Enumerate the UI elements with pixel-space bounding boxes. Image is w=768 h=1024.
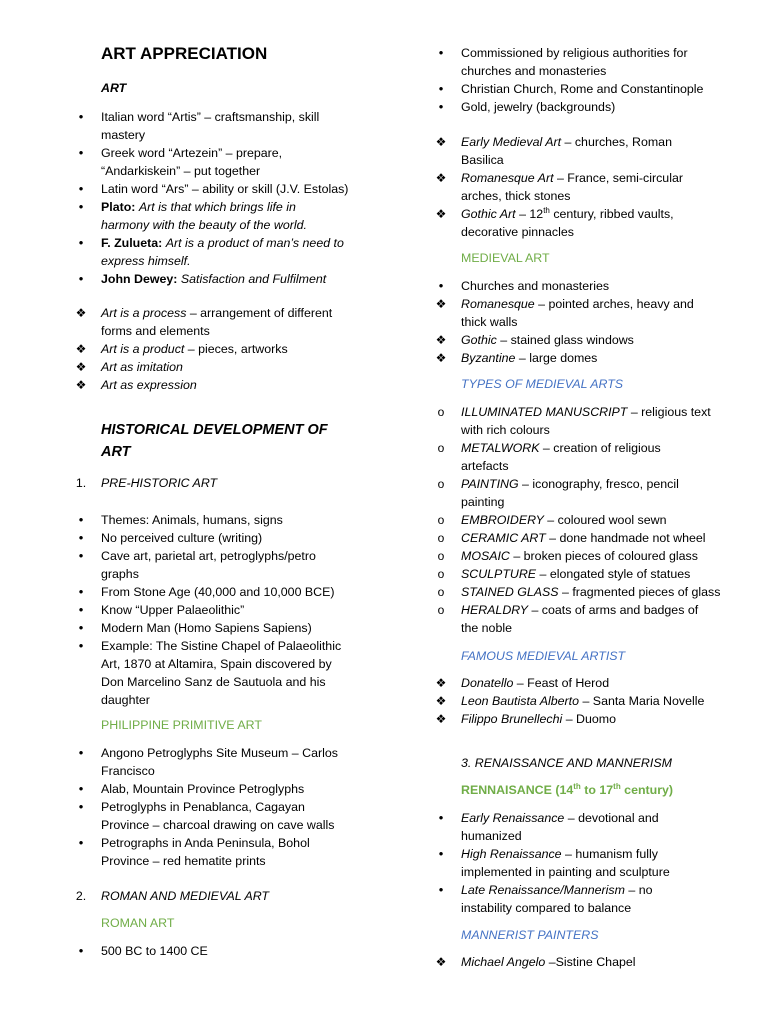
text-run: churches and monasteries [461,64,607,78]
diamond-bullet-icon: ❖ [435,694,447,708]
text-run: ILLUMINATED MANUSCRIPT [461,405,628,419]
diamond-bullet-icon: ❖ [435,171,447,185]
text-run: Province – charcoal drawing on cave walls [101,818,335,832]
list-item-line [101,816,334,834]
circle-bullet-icon: o [437,477,445,491]
text-run: Art is a process [101,306,187,320]
text-run: Petroglyphs in Penablanca, Cagayan [101,800,305,814]
diamond-bullet-icon: ❖ [435,955,447,969]
text-run: humanized [461,829,522,843]
diamond-bullet-icon: ❖ [435,135,447,149]
list-item-line [101,529,262,547]
text-run: HERALDRY [461,603,529,617]
text-run: – humanism fully [561,847,658,861]
list-item-line [101,655,332,673]
circle-bullet-icon: o [437,603,445,617]
list-item-line [101,565,139,583]
list-item-line [461,845,658,863]
text-run: painting [461,495,505,509]
list-item-line [461,421,550,439]
list-item-line [461,710,616,728]
text-run: Cave art, parietal art, petroglyphs/petro [101,549,316,563]
list-item-line [101,601,244,619]
text-run: th [573,781,581,791]
text-run: Alab, Mountain Province Petroglyphs [101,782,305,796]
famous-artist-heading: FAMOUS MEDIEVAL ARTIST [461,649,626,663]
text-run: Romanesque Art [461,171,554,185]
text-run: No perceived culture (writing) [101,531,263,545]
text-run: century, ribbed vaults, [549,207,674,221]
text-run: METALWORK [461,441,540,455]
list-item-line [461,529,706,547]
list-item-line [101,162,260,180]
bullet-icon: • [78,620,84,635]
text-run: Filippo Brunellechi [461,712,563,726]
text-run: Petrographs in Anda Peninsula, Bohol [101,836,310,850]
list-item-line [461,62,606,80]
list-item-line [461,547,698,565]
list-item-line [101,780,304,798]
diamond-bullet-icon: ❖ [75,360,87,374]
diamond-bullet-icon: ❖ [75,342,87,356]
text-run: with rich colours [461,423,550,437]
list-item-line [461,881,652,899]
bullet-icon: • [78,145,84,160]
list-item-line [101,252,191,270]
circle-bullet-icon: o [437,567,445,581]
list-item-line [101,216,307,234]
list-item-line [461,403,711,421]
text-run: Modern Man (Homo Sapiens Sapiens) [101,621,312,635]
text-run: Michael Angelo [461,955,546,969]
diamond-bullet-icon: ❖ [435,333,447,347]
text-run: Province – red hematite prints [101,854,266,868]
text-run: Don Marcelino Sanz de Sautuola and his [101,675,326,689]
list-item-line [461,953,636,971]
text-run: Greek word “Artezein” – prepare, [101,146,283,160]
list-item-line [101,673,326,691]
text-run: Leon Bautista Alberto [461,694,580,708]
text-run: – large domes [515,351,598,365]
text-run: – broken pieces of coloured glass [509,549,698,563]
bullet-icon: • [78,781,84,796]
text-run: – coloured wool sewn [543,513,667,527]
circle-bullet-icon: o [437,585,445,599]
text-run: Early Medieval Art [461,135,562,149]
text-run: Gold, jewelry (backgrounds) [461,100,616,114]
text-run: – religious text [627,405,711,419]
text-run: – elongated style of statues [536,567,691,581]
text-run: daughter [101,693,150,707]
bullet-icon: • [78,235,84,250]
text-run: Italian word “Artis” – craftsmanship, skill [101,110,320,124]
text-run: – pointed arches, heavy and [534,297,694,311]
document-title: ART APPRECIATION [101,44,268,63]
bullet-icon: • [78,745,84,760]
text-run: Themes: Animals, humans, signs [101,513,283,527]
bullet-icon: • [438,278,444,293]
list-item-line [101,583,335,601]
bullet-icon: • [438,81,444,96]
text-run: to 17 [580,783,614,797]
bullet-icon: • [438,99,444,114]
text-run: Churches and monasteries [461,279,610,293]
text-run: – creation of religious [539,441,661,455]
text-run: Early Renaissance [461,811,565,825]
text-run: – arrangement of different [186,306,333,320]
list-item-line [461,223,574,241]
list-item-line [101,619,312,637]
text-run: – iconography, fresco, pencil [518,477,679,491]
text-run: Art as expression [101,378,197,392]
text-run: – fragmented pieces of glass [558,585,721,599]
list-item-line [101,376,197,394]
bullet-icon: • [78,512,84,527]
list-item-line [101,234,344,252]
roman-medieval-heading: ROMAN AND MEDIEVAL ART [101,889,269,903]
art-heading: ART [101,81,127,95]
text-run: – devotional and [564,811,659,825]
text-run: – Feast of Herod [513,676,610,690]
list-item-line [461,565,690,583]
text-run: – stained glass windows [496,333,634,347]
text-run: decorative pinnacles [461,225,574,239]
text-run: mastery [101,128,146,142]
text-run: CERAMIC ART [461,531,546,545]
list-item-line [101,322,210,340]
bullet-icon: • [78,271,84,286]
text-run: implemented in painting and sculpture [461,865,670,879]
mannerist-heading: MANNERIST PAINTERS [461,928,599,942]
section-number-1: 1. [75,476,87,490]
diamond-bullet-icon: ❖ [435,207,447,221]
text-run: – churches, Roman [561,135,672,149]
text-run: RENNAISANCE (14 [461,783,574,797]
list-item-line [461,295,694,313]
bullet-icon: • [438,45,444,60]
diamond-bullet-icon: ❖ [75,378,87,392]
text-run: 500 BC to 1400 CE [101,944,208,958]
text-run: Plato: [101,200,139,214]
text-run: EMBROIDERY [461,513,544,527]
text-run: express himself. [101,254,191,268]
list-item-line [461,457,509,475]
historical-heading-line1: HISTORICAL DEVELOPMENT OF [101,422,328,438]
list-item-line [101,180,348,198]
text-run: F. Zulueta: [101,236,166,250]
text-run: Byzantine [461,351,516,365]
text-run: Art, 1870 at Altamira, Spain discovered by [101,657,332,671]
list-item-line [461,493,504,511]
bullet-icon: • [78,181,84,196]
historical-heading-line2: ART [101,444,131,460]
text-run: – 12 [515,207,544,221]
text-run: th [613,781,621,791]
bullet-icon: • [78,602,84,617]
text-run: instability compared to balance [461,901,632,915]
text-run: graphs [101,567,139,581]
bullet-icon: • [78,799,84,814]
list-item-line [461,151,504,169]
text-run: – Duomo [562,712,616,726]
list-item-line [461,349,597,367]
renaissance-section-heading: 3. RENAISSANCE AND MANNERISM [461,756,672,770]
text-run: Angono Petroglyphs Site Museum – Carlos [101,746,338,760]
roman-art-heading: ROMAN ART [101,916,175,930]
list-item-line [461,619,512,637]
diamond-bullet-icon: ❖ [435,676,447,690]
text-run: Art is that which brings life in [138,200,296,214]
list-item-line [101,126,145,144]
list-item-line [461,331,634,349]
list-item-line [461,133,672,151]
text-run: Gothic [461,333,497,347]
circle-bullet-icon: o [437,441,445,455]
section-number-2: 2. [75,889,87,903]
bullet-icon: • [78,835,84,850]
text-run: Example: The Sistine Chapel of Palaeolithic [101,639,342,653]
text-run: – France, semi-circular [553,171,683,185]
text-run: Francisco [101,764,155,778]
text-run: Romanesque [461,297,535,311]
list-item-line [461,692,704,710]
text-run: – done handmade not wheel [545,531,706,545]
list-item-line [461,98,615,116]
list-item-line [461,205,674,223]
list-item-line [101,358,183,376]
list-item-line [101,108,319,126]
bullet-icon: • [78,638,84,653]
text-run: John Dewey: [101,272,181,286]
text-run: Latin word “Ars” – ability or skill (J.V. Estolas) [101,182,349,196]
circle-bullet-icon: o [437,405,445,419]
prehistoric-heading: PRE-HISTORIC ART [101,476,218,490]
bullet-icon: • [78,548,84,563]
list-item-line [101,798,305,816]
text-run: Art as imitation [101,360,183,374]
diamond-bullet-icon: ❖ [75,306,87,320]
text-run: – no [624,883,653,897]
list-item-line [461,313,517,331]
diamond-bullet-icon: ❖ [435,297,447,311]
list-item-line [101,547,316,565]
list-item-line [101,511,283,529]
text-run: – coats of arms and badges of [528,603,699,617]
list-item-line [101,852,266,870]
list-item-line [461,809,659,827]
text-run: From Stone Age (40,000 and 10,000 BCE) [101,585,335,599]
types-medieval-heading: TYPES OF MEDIEVAL ARTS [461,377,624,391]
list-item-line [101,198,296,216]
list-item-line [101,691,150,709]
text-run: STAINED GLASS [461,585,559,599]
text-run: th [543,205,550,215]
text-run: PAINTING [461,477,519,491]
text-run: Basilica [461,153,504,167]
list-item-line [461,674,609,692]
bullet-icon: • [438,882,444,897]
list-item-line [101,762,155,780]
text-run: Christian Church, Rome and Constantinople [461,82,704,96]
list-item-line [101,637,341,655]
text-run: MOSAIC [461,549,510,563]
text-run: “Andarkiskein” – put together [101,164,261,178]
list-item-line [461,80,703,98]
list-item-line [101,304,332,322]
text-run: Satisfaction and Fulfilment [180,272,327,286]
bullet-icon: • [78,584,84,599]
list-item-line [461,277,609,295]
text-run: – Santa Maria Novelle [579,694,705,708]
text-run: – pieces, artworks [184,342,288,356]
text-run: Late Renaissance/Mannerism [461,883,625,897]
circle-bullet-icon: o [437,513,445,527]
text-run: Gothic Art [461,207,516,221]
diamond-bullet-icon: ❖ [435,351,447,365]
list-item-line [461,827,522,845]
list-item-line [461,863,670,881]
diamond-bullet-icon: ❖ [435,712,447,726]
bullet-icon: • [438,810,444,825]
renaissance-heading [461,781,673,799]
list-item-line [461,899,631,917]
text-run: harmony with the beauty of the world. [101,218,307,232]
text-run: Donatello [461,676,514,690]
list-item-line [461,511,666,529]
list-item-line [101,834,310,852]
bullet-icon: • [438,846,444,861]
bullet-icon: • [78,109,84,124]
bullet-icon: • [78,943,84,958]
list-item-line [461,439,661,457]
bullet-icon: • [78,530,84,545]
circle-bullet-icon: o [437,549,445,563]
text-run: the noble [461,621,512,635]
philippine-art-heading: PHILIPPINE PRIMITIVE ART [101,718,262,732]
list-item-line [461,44,688,62]
list-item-line [101,144,282,162]
text-run: artefacts [461,459,509,473]
list-item-line [461,169,683,187]
text-run: thick walls [461,315,518,329]
text-run: Know “Upper Palaeolithic” [101,603,245,617]
text-run: century) [620,783,674,797]
text-run: Art is a product of man’s need to [165,236,344,250]
bullet-icon: • [78,199,84,214]
list-item-line [101,942,208,960]
text-run: arches, thick stones [461,189,571,203]
text-run: Commissioned by religious authorities for [461,46,688,60]
text-run: High Renaissance [461,847,562,861]
list-item-line [101,270,326,288]
list-item-line [461,601,698,619]
list-item-line [461,475,679,493]
list-item-line [101,340,288,358]
list-item-line [461,187,571,205]
text-run: –Sistine Chapel [545,955,636,969]
text-run: Art is a product [101,342,185,356]
medieval-art-heading: MEDIEVAL ART [461,251,550,265]
circle-bullet-icon: o [437,531,445,545]
text-run: SCULPTURE [461,567,537,581]
text-run: forms and elements [101,324,210,338]
list-item-line [101,744,338,762]
list-item-line [461,583,720,601]
